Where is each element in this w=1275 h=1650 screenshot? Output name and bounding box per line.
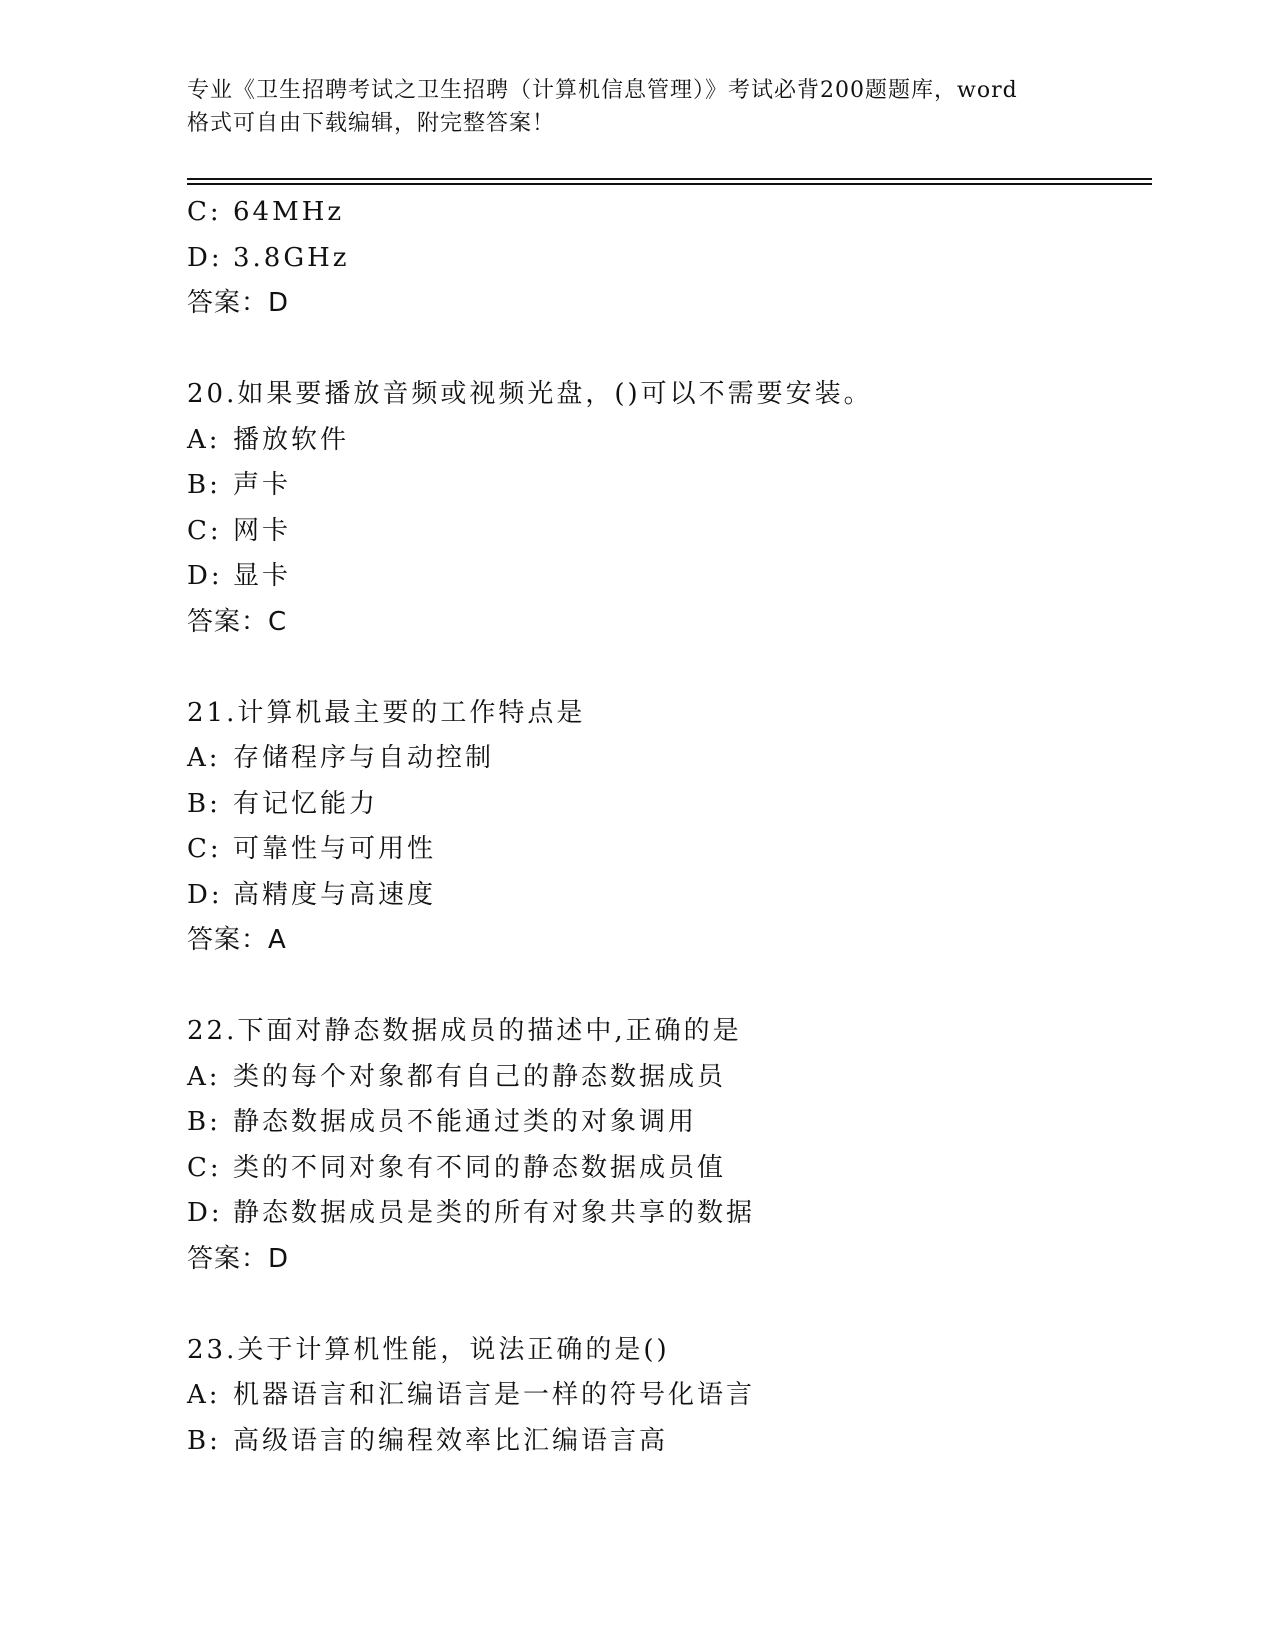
header-divider-top [187,178,1152,180]
option-a [187,736,1147,782]
option-text: 静态数据成员是类的所有对象共享的数据 [233,1198,756,1228]
option-text: 有记忆能力 [233,788,379,819]
option-text: 可靠性与可用性 [233,834,437,864]
spacer [187,964,1147,1010]
option-letter: C: [187,834,222,864]
option-a [187,1373,1147,1419]
option-letter: C: [187,515,222,546]
spacer [187,645,1147,691]
answer-line: 答案：D [187,288,290,318]
answer-line: 答案：C [187,606,288,637]
option-text: 显卡 [233,561,292,591]
header-divider-bottom [187,183,1152,185]
option-b [187,782,1147,828]
option-c [187,827,1147,873]
document-header [187,74,1087,140]
option-letter: D: [187,879,223,910]
option-d [187,1191,1147,1237]
option-letter: D: [187,561,223,591]
option-text: 播放软件 [233,424,350,455]
option-b [187,463,1147,509]
option-c [187,509,1147,555]
option-d [187,554,1147,600]
spacer [187,327,1147,373]
question-stem: 22.下面对静态数据成员的描述中,正确的是 [187,1016,742,1046]
option-b [187,1419,1147,1465]
question-list [187,190,1147,1464]
option-text: 声卡 [233,470,292,500]
option-text: 机器语言和汇编语言是一样的符号化语言 [233,1380,756,1410]
option-text: 静态数据成员不能通过类的对象调用 [233,1107,698,1137]
option-letter: C: [187,1152,222,1183]
option-d [187,236,1147,282]
option-text: 高级语言的编程效率比汇编语言高 [233,1425,669,1456]
option-b [187,1100,1147,1146]
option-text: 存储程序与自动控制 [233,743,495,773]
header-title-line-2: 格式可自由下载编辑，附完整答案！ [187,111,556,136]
option-text: 3.8GHz [233,242,350,273]
option-text: 类的每个对象都有自己的静态数据成员 [233,1061,727,1092]
option-letter: D: [187,242,223,273]
question-23 [187,1328,1147,1465]
question-19-continuation [187,190,1147,372]
question-22 [187,1009,1147,1328]
option-d [187,873,1147,919]
option-letter: A: [187,1380,221,1410]
answer-line: 答案：D [187,1243,290,1274]
question-21 [187,691,1147,1010]
option-c [187,190,1147,236]
question-stem: 20.如果要播放音频或视频光盘，()可以不需要安装。 [187,379,873,409]
option-letter: B: [187,1425,221,1456]
option-letter: A: [187,743,221,773]
option-letter: A: [187,424,221,455]
option-letter: C: [187,197,222,227]
question-stem: 23.关于计算机性能，说法正确的是() [187,1334,670,1365]
answer-line: 答案：A [187,925,287,955]
question-20 [187,372,1147,691]
option-letter: B: [187,470,221,500]
option-text: 网卡 [233,515,292,546]
option-text: 高精度与高速度 [233,879,437,910]
option-a [187,1055,1147,1101]
option-letter: B: [187,788,221,819]
option-c [187,1146,1147,1192]
option-letter: D: [187,1198,223,1228]
option-text: 64MHz [233,197,345,227]
spacer [187,1282,1147,1328]
option-letter: A: [187,1061,221,1092]
header-title-line-1: 专业《卫生招聘考试之卫生招聘（计算机信息管理）》考试必背200题题库，word [187,78,1018,103]
option-letter: B: [187,1107,221,1137]
option-a [187,418,1147,464]
question-stem: 21.计算机最主要的工作特点是 [187,697,586,728]
option-text: 类的不同对象有不同的静态数据成员值 [233,1152,727,1183]
